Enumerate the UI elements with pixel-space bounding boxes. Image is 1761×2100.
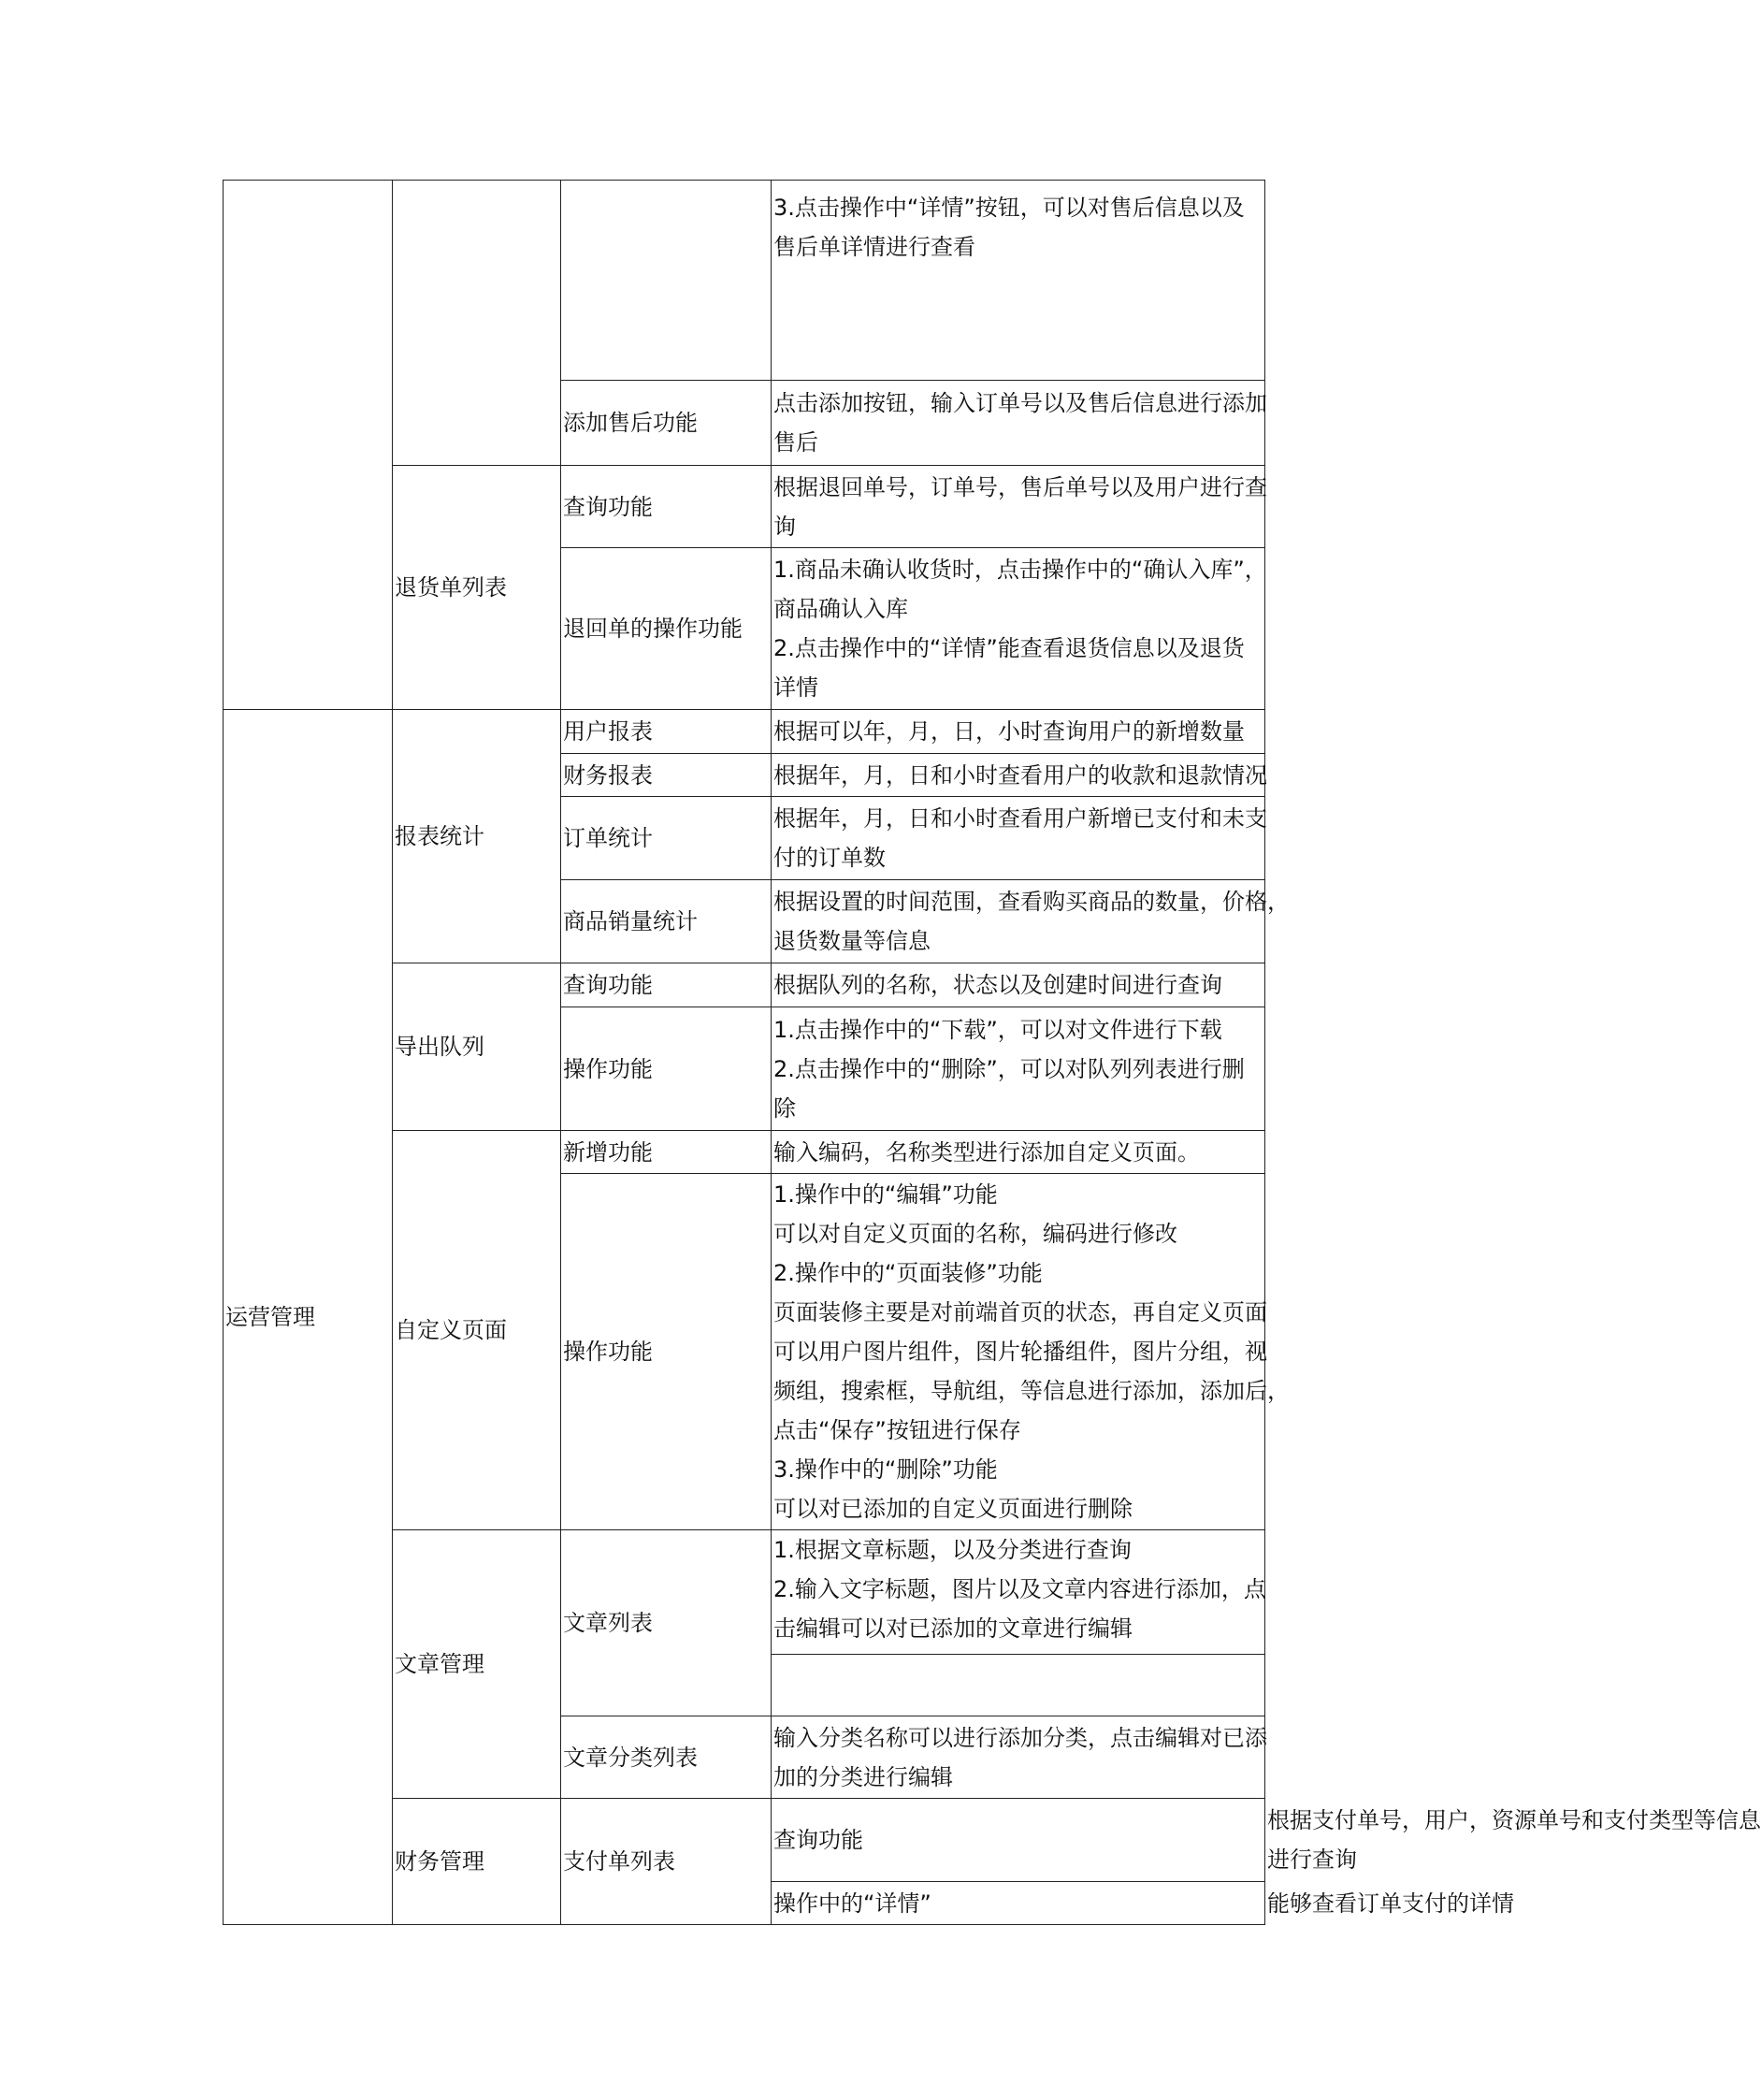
module-cell <box>224 181 393 710</box>
description-cell: 根据年，月，日和小时查看用户的收款和退款情况 <box>772 754 1265 797</box>
description-cell: 根据退回单号，订单号，售后单号以及用户进行查 询 <box>772 466 1265 548</box>
description-cell: 输入分类名称可以进行添加分类，点击编辑对已添 加的分类进行编辑 <box>772 1716 1265 1799</box>
description-cell: 根据设置的时间范围，查看购买商品的数量，价格， 退货数量等信息 <box>772 880 1265 963</box>
function-cell: 查询功能 <box>561 466 772 548</box>
description-cell: 1.点击操作中的“下载”，可以对文件进行下载 2.点击操作中的“删除”，可以对队列列表进行删 除 <box>772 1007 1265 1131</box>
submodule-cell: 支付单列表 <box>561 1799 772 1925</box>
function-cell: 退回单的操作功能 <box>561 548 772 710</box>
description-cell: 点击添加按钮，输入订单号以及售后信息进行添加 售后 <box>772 381 1265 466</box>
module-cell: 财务管理 <box>393 1799 561 1925</box>
function-cell: 查询功能 <box>772 1799 1265 1882</box>
function-cell: 操作功能 <box>561 1174 772 1530</box>
function-cell: 操作中的“详情” <box>772 1882 1265 1925</box>
function-cell: 财务报表 <box>561 754 772 797</box>
description-cell: 1.商品未确认收货时，点击操作中的“确认入库”， 商品确认入库 2.点击操作中的“详情”能查看退货信息以及退货 详情 <box>772 548 1265 710</box>
function-cell: 商品销量统计 <box>561 880 772 963</box>
function-cell: 订单统计 <box>561 797 772 880</box>
function-cell <box>561 181 772 381</box>
description-cell <box>772 1655 1265 1716</box>
function-cell: 添加售后功能 <box>561 381 772 466</box>
description-cell: 根据队列的名称，状态以及创建时间进行查询 <box>772 963 1265 1007</box>
function-cell: 操作功能 <box>561 1007 772 1131</box>
function-cell: 用户报表 <box>561 710 772 754</box>
function-cell: 文章列表 <box>561 1530 772 1716</box>
submodule-cell: 退货单列表 <box>393 466 561 710</box>
function-cell: 文章分类列表 <box>561 1716 772 1799</box>
description-cell: 根据年，月，日和小时查看用户新增已支付和未支 付的订单数 <box>772 797 1265 880</box>
submodule-cell: 导出队列 <box>393 963 561 1131</box>
table-row: 操作中的“详情” 能够查看订单支付的详情 <box>224 1882 1265 1925</box>
table-row <box>224 181 1265 381</box>
function-cell: 查询功能 <box>561 963 772 1007</box>
module-cell: 运营管理 <box>224 710 393 1925</box>
function-cell: 新增功能 <box>561 1131 772 1174</box>
table-row: 财务管理 支付单列表 查询功能 根据支付单号，用户，资源单号和支付类型等信息 进行查询 <box>224 1799 1265 1882</box>
description-cell: 3.点击操作中“详情”按钮，可以对售后信息以及 售后单详情进行查看 <box>772 181 1265 381</box>
submodule-cell: 自定义页面 <box>393 1131 561 1530</box>
description-cell: 1.操作中的“编辑”功能 可以对自定义页面的名称，编码进行修改 2.操作中的“页面装修”功能 页面装修主要是对前端首页的状态，再自定义页面 可以用户图片组件，图片轮播组件，图片分组，视 频组，搜索框，导航组，等信息进行添加，添加后， 点击“保存”按钮进行保存 3.操作中的“删除”功能 可以对已添加的自定义页面进行删除 <box>772 1174 1265 1530</box>
submodule-cell: 文章管理 <box>393 1530 561 1799</box>
description-cell: 1.根据文章标题，以及分类进行查询 2.输入文字标题，图片以及文章内容进行添加，点 击编辑可以对已添加的文章进行编辑 <box>772 1530 1265 1655</box>
table-row <box>224 710 1265 754</box>
description-cell: 输入编码，名称类型进行添加自定义页面。 <box>772 1131 1265 1174</box>
submodule-cell <box>393 181 561 466</box>
submodule-cell: 报表统计 <box>393 710 561 963</box>
function-spec-table <box>223 180 1761 1925</box>
description-cell: 根据可以年，月，日，小时查询用户的新增数量 <box>772 710 1265 754</box>
